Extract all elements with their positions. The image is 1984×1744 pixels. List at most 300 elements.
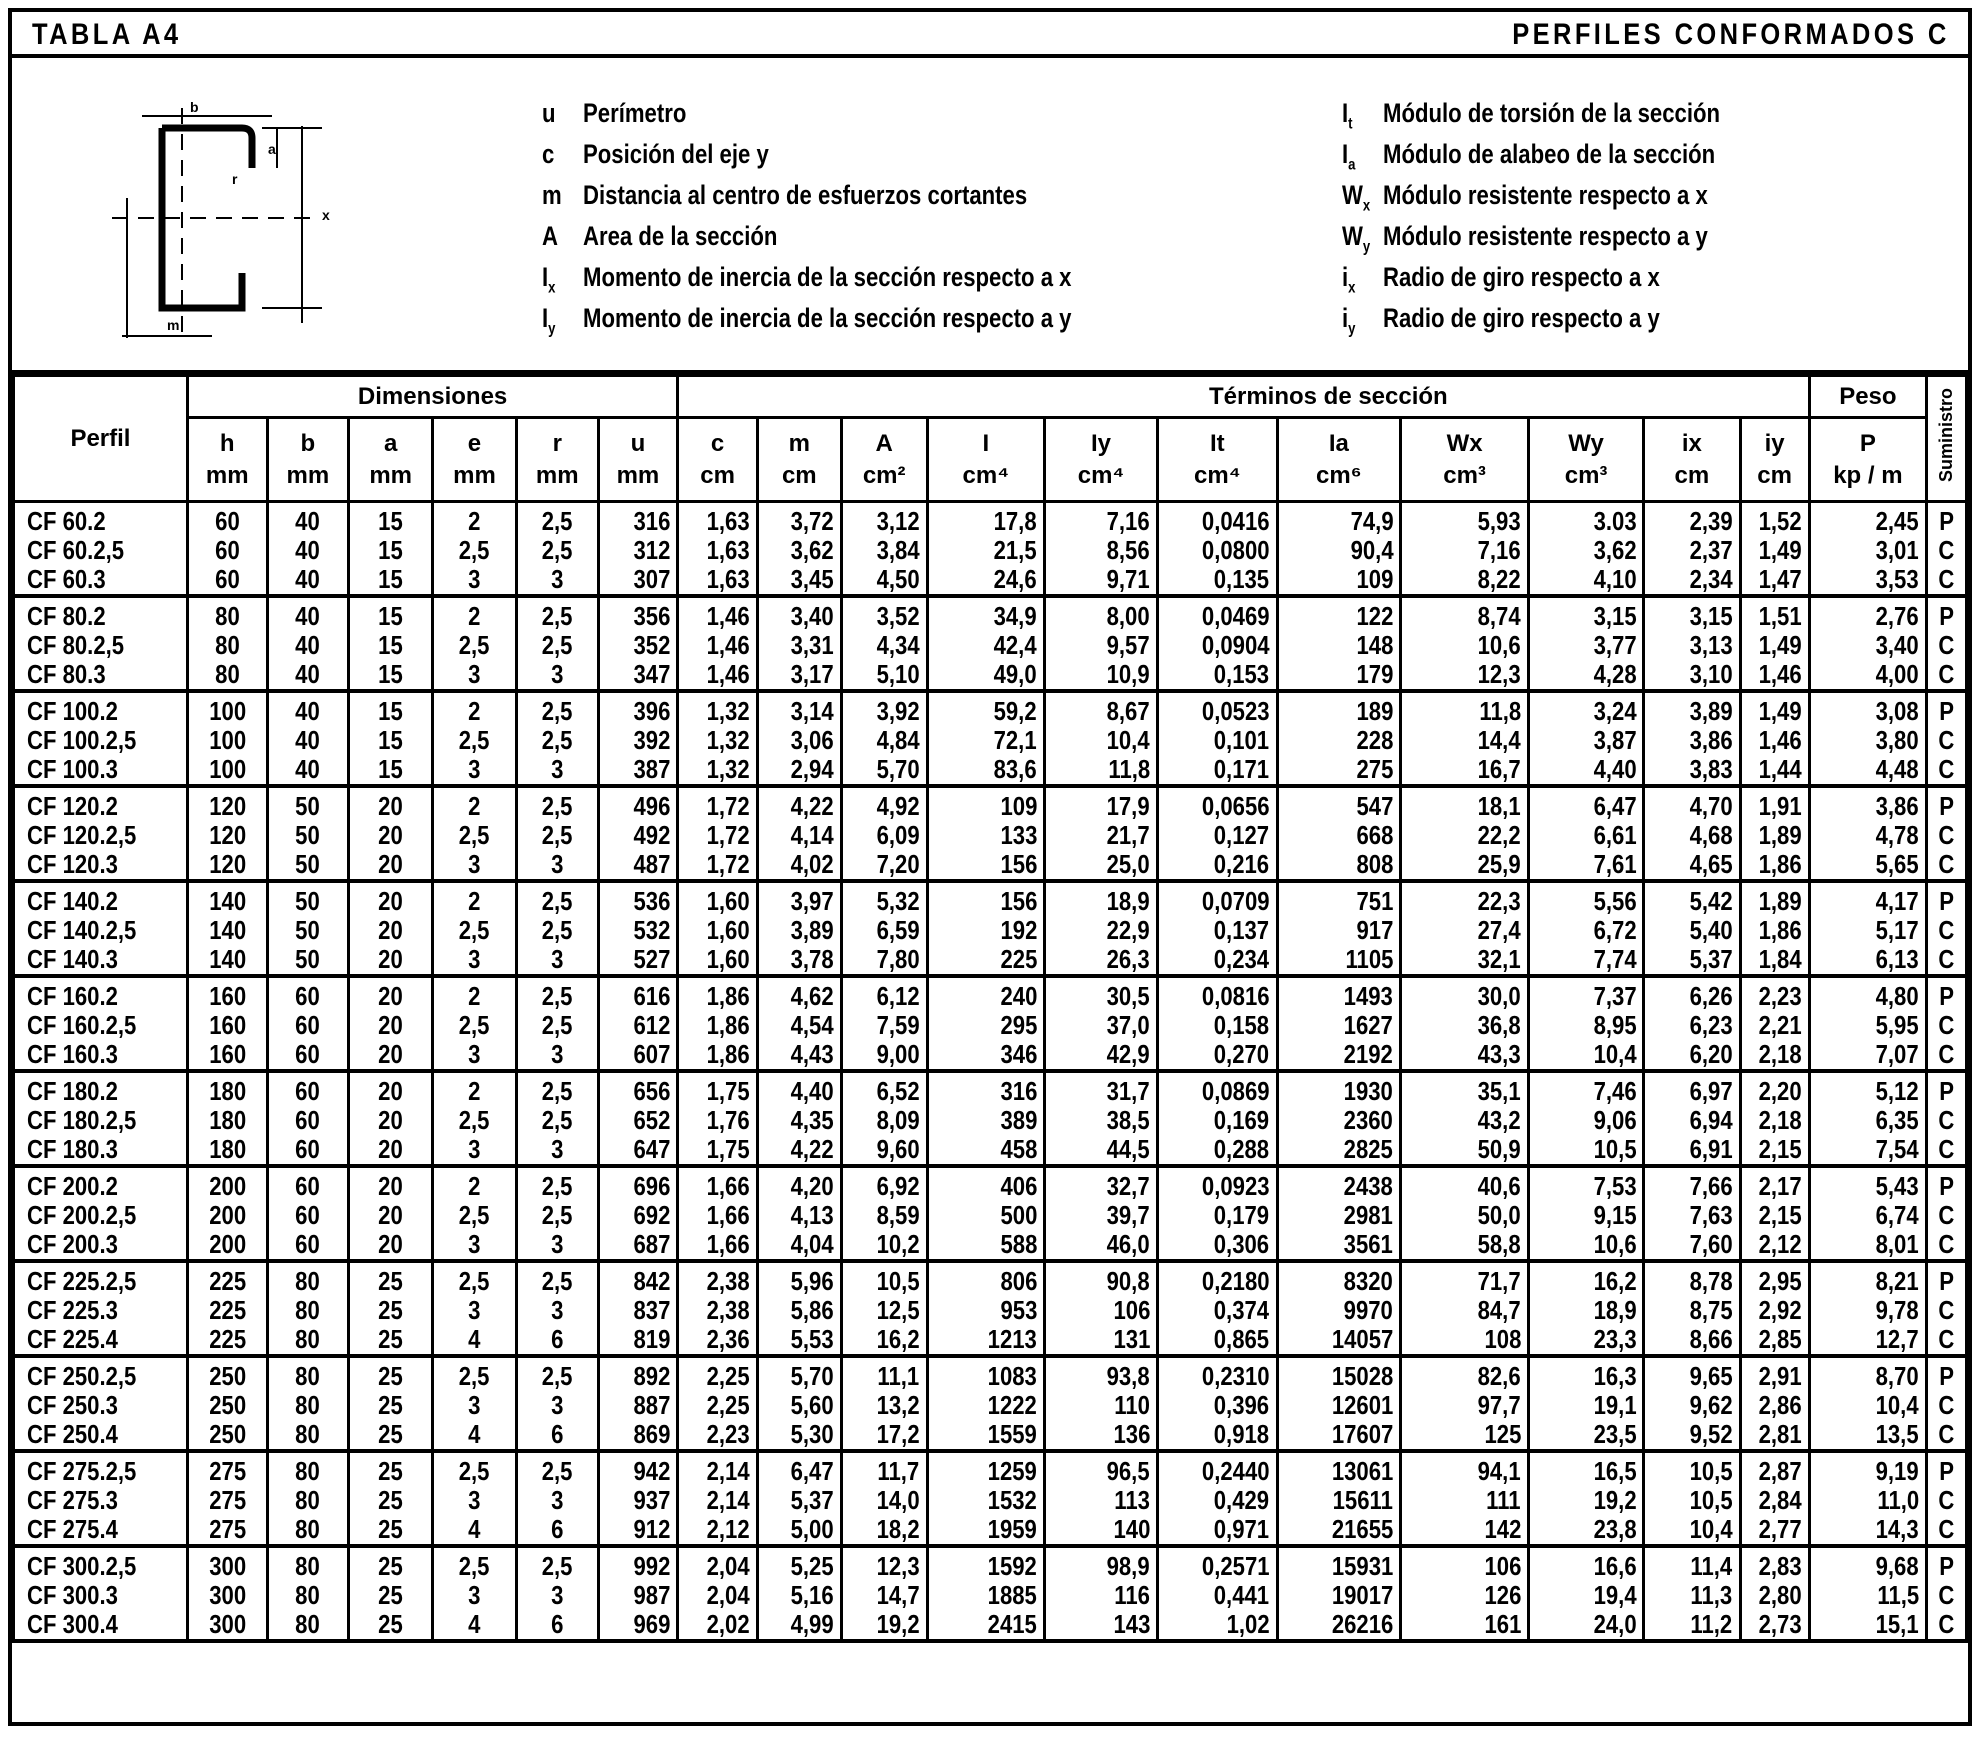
profile-name: CF 160.2 [14,976,188,1011]
value-cell: 5,43 [1809,1166,1926,1201]
svg-text:b: b [190,99,199,115]
profile-name: CF 160.2,5 [14,1011,188,1040]
dimension-cell: 25 [349,1610,433,1641]
dimension-cell: 2,5 [433,821,517,850]
supply-code: C [1927,1106,1967,1135]
value-cell: 8320 [1277,1261,1401,1296]
value-cell: 11,4 [1644,1546,1740,1581]
value-cell: 387 [598,755,678,786]
value-cell: 6,91 [1644,1135,1740,1166]
value-cell: 3,40 [757,596,841,631]
dimension-cell: 80 [267,1420,349,1451]
value-cell: 90,8 [1044,1261,1157,1296]
value-cell: 19,1 [1528,1391,1643,1420]
value-cell: 0,171 [1158,755,1277,786]
column-symbol: ix [1681,429,1702,457]
value-cell: 10,9 [1044,660,1157,691]
legend-item: u Perímetro [542,98,687,128]
value-cell: 13,5 [1809,1420,1926,1451]
value-cell: 1493 [1277,976,1401,1011]
supply-code: C [1927,1610,1967,1641]
value-cell: 16,6 [1528,1546,1643,1581]
value-cell: 389 [927,1106,1044,1135]
dimension-cell: 60 [267,1201,349,1230]
dimension-cell: 60 [267,1230,349,1261]
value-cell: 109 [927,786,1044,821]
value-cell: 1559 [927,1420,1044,1451]
value-cell: 18,9 [1044,881,1157,916]
column-unit: cm⁴ [962,461,1010,489]
dimension-cell: 2 [433,1071,517,1106]
value-cell: 2438 [1277,1166,1401,1201]
supply-code: C [1927,1581,1967,1610]
value-cell: 887 [598,1391,678,1420]
value-cell: 917 [1277,916,1401,945]
value-cell: 500 [927,1201,1044,1230]
legend-item: $i_x$ Radio de giro respecto a x [1342,262,1660,297]
table-row [14,1420,1967,1451]
value-cell: 8,56 [1044,536,1157,565]
supply-code: P [1927,1356,1967,1391]
value-cell: 2,45 [1809,502,1926,537]
value-cell: 3,24 [1528,691,1643,726]
value-cell: 316 [927,1071,1044,1106]
value-cell: 1,76 [678,1106,758,1135]
value-cell: 2,04 [678,1546,758,1581]
value-cell: 10,6 [1401,631,1529,660]
dimension-cell: 20 [349,1071,433,1106]
value-cell: 2,38 [678,1261,758,1296]
value-cell: 126 [1401,1581,1529,1610]
value-cell: 1,66 [678,1166,758,1201]
value-cell: 953 [927,1296,1044,1325]
dimension-cell: 15 [349,631,433,660]
column-unit: kp / m [1833,461,1903,489]
value-cell: 59,2 [927,691,1044,726]
profile-name: CF 60.3 [14,565,188,596]
value-cell: 912 [598,1515,678,1546]
value-cell: 9,15 [1528,1201,1643,1230]
supply-code: C [1927,1201,1967,1230]
column-header [516,418,598,502]
value-cell: 3,17 [757,660,841,691]
dimension-cell: 2,5 [433,1546,517,1581]
value-cell: 46,0 [1044,1230,1157,1261]
value-cell: 0,441 [1158,1581,1277,1610]
value-cell: 6,92 [841,1166,927,1201]
value-cell: 0,288 [1158,1135,1277,1166]
value-cell: 687 [598,1230,678,1261]
value-cell: 3,77 [1528,631,1643,660]
dimension-cell: 25 [349,1325,433,1356]
value-cell: 131 [1044,1325,1157,1356]
value-cell: 82,6 [1401,1356,1529,1391]
profile-name: CF 60.2,5 [14,536,188,565]
value-cell: 3561 [1277,1230,1401,1261]
column-header [433,418,517,502]
dimension-cell: 140 [187,881,267,916]
column-symbol: Wx [1446,429,1483,457]
column-symbol: e [467,429,482,457]
value-cell: 4,14 [757,821,841,850]
value-cell: 142 [1401,1515,1529,1546]
column-symbol: iy [1764,429,1785,457]
column-symbol: u [630,429,646,457]
value-cell: 6,35 [1809,1106,1926,1135]
table-row [14,1261,1967,1296]
supply-code: P [1927,691,1967,726]
value-cell: 8,01 [1809,1230,1926,1261]
value-cell: 11,1 [841,1356,927,1391]
value-cell: 5,93 [1401,502,1529,537]
value-cell: 4,22 [757,786,841,821]
dimension-cell: 3 [516,1040,598,1071]
value-cell: 3,40 [1809,631,1926,660]
supply-code: C [1927,850,1967,881]
value-cell: 987 [598,1581,678,1610]
dimension-cell: 3 [433,1296,517,1325]
value-cell: 4,17 [1809,881,1926,916]
dimension-cell: 6 [516,1420,598,1451]
dimension-cell: 80 [267,1325,349,1356]
value-cell: 1,86 [1740,916,1809,945]
value-cell: 0,865 [1158,1325,1277,1356]
column-symbol: A [875,429,893,457]
c-profile-diagram-icon [72,68,372,358]
value-cell: 4,00 [1809,660,1926,691]
dimension-cell: 80 [267,1581,349,1610]
value-cell: 5,70 [757,1356,841,1391]
value-cell: 4,92 [841,786,927,821]
value-cell: 2415 [927,1610,1044,1641]
value-cell: 2,14 [678,1451,758,1486]
value-cell: 3,72 [757,502,841,537]
column-unit: cm³ [1564,461,1608,489]
value-cell: 0,429 [1158,1486,1277,1515]
column-header [927,418,1044,502]
value-cell: 4,28 [1528,660,1643,691]
value-cell: 4,80 [1809,976,1926,1011]
column-symbol: a [383,429,398,457]
value-cell: 4,99 [757,1610,841,1641]
value-cell: 19017 [1277,1581,1401,1610]
value-cell: 2,92 [1740,1296,1809,1325]
value-cell: 1,49 [1740,536,1809,565]
value-cell: 6,47 [757,1451,841,1486]
dimension-cell: 300 [187,1546,267,1581]
value-cell: 969 [598,1610,678,1641]
supply-code: C [1927,1486,1967,1515]
dimension-cell: 4 [433,1420,517,1451]
table-row [14,1040,1967,1071]
value-cell: 2,34 [1644,565,1740,596]
value-cell: 5,95 [1809,1011,1926,1040]
value-cell: 2,85 [1740,1325,1809,1356]
dimension-cell: 225 [187,1261,267,1296]
dimension-cell: 3 [516,1296,598,1325]
dimension-cell: 2,5 [433,1011,517,1040]
value-cell: 5,17 [1809,916,1926,945]
value-cell: 44,5 [1044,1135,1157,1166]
value-cell: 0,306 [1158,1230,1277,1261]
value-cell: 17,2 [841,1420,927,1451]
dimension-cell: 25 [349,1581,433,1610]
dimension-cell: 80 [267,1486,349,1515]
dimension-cell: 80 [187,596,267,631]
table-row [14,821,1967,850]
column-header [267,418,349,502]
value-cell: 18,2 [841,1515,927,1546]
value-cell: 30,5 [1044,976,1157,1011]
value-cell: 869 [598,1420,678,1451]
dimension-cell: 2,5 [516,1261,598,1296]
value-cell: 31,7 [1044,1071,1157,1106]
value-cell: 4,34 [841,631,927,660]
value-cell: 3,01 [1809,536,1926,565]
value-cell: 312 [598,536,678,565]
profile-name: CF 100.2 [14,691,188,726]
value-cell: 1,86 [1740,850,1809,881]
dimension-cell: 25 [349,1451,433,1486]
value-cell: 240 [927,976,1044,1011]
value-cell: 2,21 [1740,1011,1809,1040]
value-cell: 12601 [1277,1391,1401,1420]
value-cell: 4,20 [757,1166,841,1201]
value-cell: 3,10 [1644,660,1740,691]
value-cell: 1259 [927,1451,1044,1486]
dimension-cell: 15 [349,536,433,565]
profile-name: CF 140.2,5 [14,916,188,945]
value-cell: 808 [1277,850,1401,881]
dimension-cell: 180 [187,1135,267,1166]
value-cell: 2,18 [1740,1040,1809,1071]
value-cell: 4,62 [757,976,841,1011]
unit-header-row [14,418,1967,502]
value-cell: 6,13 [1809,945,1926,976]
value-cell: 84,7 [1401,1296,1529,1325]
dimension-cell: 2,5 [516,976,598,1011]
value-cell: 8,21 [1809,1261,1926,1296]
value-cell: 36,8 [1401,1011,1529,1040]
value-cell: 11,7 [841,1451,927,1486]
profile-name: CF 100.3 [14,755,188,786]
dimension-cell: 200 [187,1201,267,1230]
profile-name: CF 180.2,5 [14,1106,188,1135]
value-cell: 3,86 [1809,786,1926,821]
value-cell: 37,0 [1044,1011,1157,1040]
value-cell: 536 [598,881,678,916]
supply-code: C [1927,726,1967,755]
value-cell: 109 [1277,565,1401,596]
column-header [1277,418,1401,502]
value-cell: 16,2 [841,1325,927,1356]
table-row [14,881,1967,916]
value-cell: 17607 [1277,1420,1401,1451]
supply-code: C [1927,1325,1967,1356]
dimension-cell: 250 [187,1356,267,1391]
value-cell: 1,72 [678,850,758,881]
value-cell: 2,84 [1740,1486,1809,1515]
dimension-cell: 3 [433,1486,517,1515]
value-cell: 0,0869 [1158,1071,1277,1106]
supply-code: P [1927,1546,1967,1581]
value-cell: 4,48 [1809,755,1926,786]
value-cell: 3,14 [757,691,841,726]
dimension-cell: 2,5 [516,726,598,755]
column-unit: cm [1674,461,1710,489]
value-cell: 7,59 [841,1011,927,1040]
value-cell: 13061 [1277,1451,1401,1486]
profile-name: CF 120.2 [14,786,188,821]
dimension-cell: 2 [433,502,517,537]
value-cell: 4,13 [757,1201,841,1230]
value-cell: 2,80 [1740,1581,1809,1610]
table-header [14,376,1967,502]
value-cell: 12,3 [841,1546,927,1581]
value-cell: 40,6 [1401,1166,1529,1201]
value-cell: 179 [1277,660,1401,691]
value-cell: 4,65 [1644,850,1740,881]
dimension-cell: 3 [433,1040,517,1071]
column-unit: mm [205,461,249,489]
supply-code: P [1927,786,1967,821]
supply-code: P [1927,1261,1967,1296]
dimension-cell: 40 [267,536,349,565]
value-cell: 11,2 [1644,1610,1740,1641]
column-header [1644,418,1740,502]
dimension-cell: 120 [187,786,267,821]
supply-code: P [1927,1451,1967,1486]
column-unit: cm [781,461,817,489]
value-cell: 12,5 [841,1296,927,1325]
supply-code: C [1927,1230,1967,1261]
dimension-cell: 2,5 [516,536,598,565]
value-cell: 26216 [1277,1610,1401,1641]
dimension-cell: 20 [349,1040,433,1071]
value-cell: 356 [598,596,678,631]
value-cell: 9,19 [1809,1451,1926,1486]
value-cell: 2825 [1277,1135,1401,1166]
value-cell: 161 [1401,1610,1529,1641]
dimension-cell: 3 [433,945,517,976]
value-cell: 3,80 [1809,726,1926,755]
supply-code: C [1927,565,1967,596]
value-cell: 2,87 [1740,1451,1809,1486]
dimension-cell: 50 [267,881,349,916]
column-symbol: Wy [1568,429,1604,457]
dimension-cell: 2,5 [433,916,517,945]
value-cell: 1,72 [678,821,758,850]
dimension-cell: 6 [516,1325,598,1356]
value-cell: 7,53 [1528,1166,1643,1201]
value-cell: 0,0816 [1158,976,1277,1011]
dimension-cell: 20 [349,821,433,850]
svg-text:x: x [322,207,330,223]
value-cell: 2,25 [678,1356,758,1391]
dimension-cell: 2,5 [516,596,598,631]
value-cell: 1,46 [678,631,758,660]
column-symbol: m [788,429,810,457]
value-cell: 15,1 [1809,1610,1926,1641]
dimension-cell: 2 [433,691,517,726]
table-row [14,1230,1967,1261]
table-row [14,1166,1967,1201]
value-cell: 10,4 [1044,726,1157,755]
value-cell: 6,47 [1528,786,1643,821]
dimension-cell: 2,5 [516,1546,598,1581]
legend-item: $I_y$ Momento de inercia de la sección respecto a y [542,303,1072,338]
table-row [14,726,1967,755]
legend-list-left [542,98,1188,344]
table-row [14,536,1967,565]
column-symbol: b [300,429,316,457]
profile-name: CF 275.4 [14,1515,188,1546]
value-cell: 21655 [1277,1515,1401,1546]
value-cell: 3,86 [1644,726,1740,755]
dimension-cell: 40 [267,596,349,631]
profile-name: CF 80.3 [14,660,188,691]
value-cell: 4,78 [1809,821,1926,850]
value-cell: 10,5 [1644,1451,1740,1486]
value-cell: 2,12 [1740,1230,1809,1261]
value-cell: 0,0469 [1158,596,1277,631]
value-cell: 0,918 [1158,1420,1277,1451]
value-cell: 1,86 [678,976,758,1011]
value-cell: 7,63 [1644,1201,1740,1230]
dimension-cell: 25 [349,1546,433,1581]
value-cell: 612 [598,1011,678,1040]
value-cell: 15028 [1277,1356,1401,1391]
dimension-cell: 15 [349,726,433,755]
value-cell: 8,74 [1401,596,1529,631]
value-cell: 10,4 [1528,1040,1643,1071]
value-cell: 7,16 [1044,502,1157,537]
value-cell: 106 [1401,1546,1529,1581]
value-cell: 7,80 [841,945,927,976]
value-cell: 347 [598,660,678,691]
profile-name: CF 225.3 [14,1296,188,1325]
value-cell: 10,5 [841,1261,927,1296]
value-cell: 22,3 [1401,881,1529,916]
value-cell: 2,77 [1740,1515,1809,1546]
svg-text:r: r [232,171,238,187]
dimension-cell: 20 [349,976,433,1011]
value-cell: 16,2 [1528,1261,1643,1296]
dimension-cell: 2,5 [516,1201,598,1230]
dimension-cell: 100 [187,691,267,726]
value-cell: 1,60 [678,945,758,976]
value-cell: 5,10 [841,660,927,691]
value-cell: 228 [1277,726,1401,755]
dimension-cell: 275 [187,1451,267,1486]
table-row [14,1451,1967,1486]
dimension-cell: 25 [349,1391,433,1420]
value-cell: 6,20 [1644,1040,1740,1071]
value-cell: 58,8 [1401,1230,1529,1261]
dimension-cell: 80 [267,1391,349,1420]
value-cell: 23,8 [1528,1515,1643,1546]
value-cell: 3,31 [757,631,841,660]
value-cell: 1532 [927,1486,1044,1515]
value-cell: 992 [598,1546,678,1581]
value-cell: 97,7 [1401,1391,1529,1420]
value-cell: 2,12 [678,1515,758,1546]
value-cell: 10,5 [1528,1135,1643,1166]
dimension-cell: 2,5 [433,1261,517,1296]
dimension-cell: 20 [349,1011,433,1040]
value-cell: 346 [927,1040,1044,1071]
value-cell: 11,3 [1644,1581,1740,1610]
